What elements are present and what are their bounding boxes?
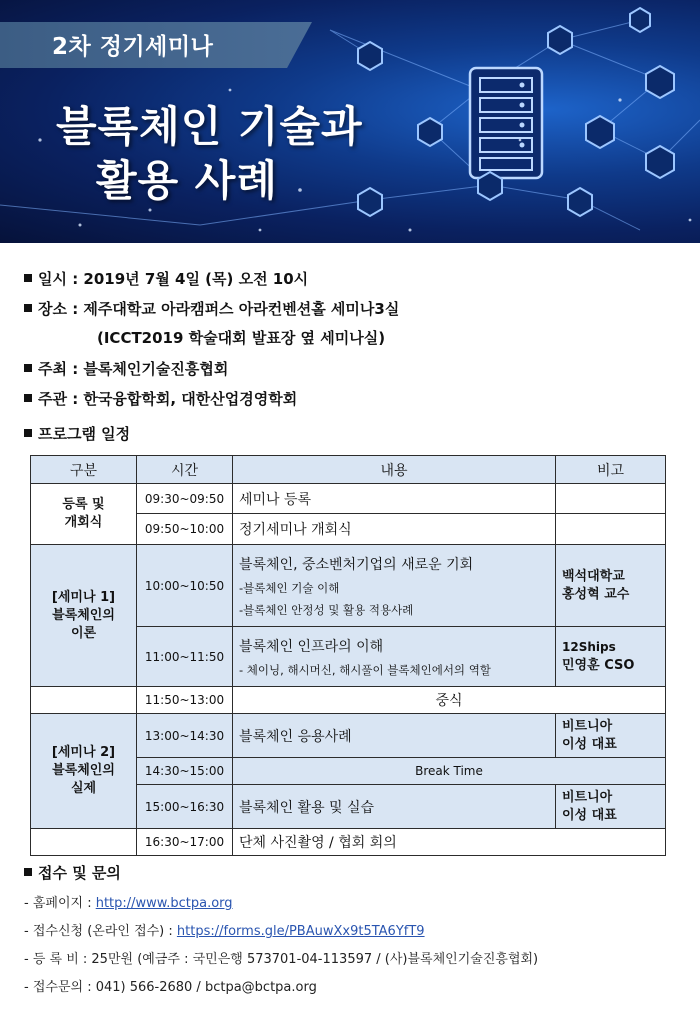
row-time: 09:50~10:00 [137,514,233,545]
bullet-square-icon [24,429,32,437]
apply-line: - 접수신청 (온라인 접수) : https://forms.gle/PBAuwXx9t5TA6YfT9 [24,924,425,939]
table-header-row [31,456,666,484]
speaker-name: 이성 대표 [562,736,617,752]
header-category: 구분 [31,456,137,484]
inquiry-line: - 접수문의 : 041) 566-2680 / bctpa@bctpa.org [24,980,317,995]
contact-title: 접수 및 문의 [24,862,121,883]
row-note [556,484,666,514]
page-title [56,100,363,208]
info-place-sub: (ICCT2019 학술대회 발표장 옆 세미나실) [97,329,386,347]
table-row [31,687,666,714]
speaker-affiliation: 12Ships [562,640,616,654]
apply-form-link[interactable]: https://forms.gle/PBAuwXx9t5TA6YfT9 [176,924,425,939]
speaker-affiliation: 백석대학교 [562,568,625,584]
row-note [556,627,666,687]
row-content-sub: - 체이닝, 해시머신, 해시풀이 블록체인에서의 역할 [239,662,491,677]
server-icon [470,68,542,178]
row-note [556,714,666,758]
program-table [30,455,666,856]
row-content-sub: -블록체인 기술 이해 [239,580,340,595]
homepage-link[interactable]: http://www.bctpa.org [95,896,233,911]
row-time: 11:50~13:00 [137,687,233,714]
row-content: 중식 [233,687,666,714]
bullet-square-icon [24,394,32,402]
bullet-square-icon [24,274,32,282]
info-place: 장소 : 제주대학교 아라캠퍼스 아라컨벤션홀 세미나3실 [24,298,399,319]
row-content: 세미나 등록 [233,484,556,514]
speaker-affiliation: 비트니아 [562,718,613,734]
row-content-main: 블록체인 인프라의 이해 [239,638,384,655]
group-seminar-1: [세미나 1] 블록체인의 이론 [31,545,137,687]
row-content-sub: -블록체인 안정성 및 활용 적용사례 [239,602,414,617]
title-line-2: 활용 사례 [96,156,278,205]
row-content [233,545,556,627]
row-note [556,514,666,545]
header-content: 내용 [233,456,556,484]
row-content: 블록체인 응용사례 [233,714,556,758]
row-note [556,545,666,627]
info-organizer: 주관 : 한국융합학회, 대한산업경영학회 [24,388,297,409]
row-content: 정기세미나 개회식 [233,514,556,545]
speaker-affiliation: 비트니아 [562,789,613,805]
row-time: 14:30~15:00 [137,758,233,785]
row-content-main: 블록체인, 중소벤처기업의 새로운 기회 [239,556,474,573]
homepage-line: - 홈페이지 : http://www.bctpa.org [24,896,233,911]
info-host: 주최 : 블록체인기술진흥협회 [24,358,228,379]
header-note: 비고 [556,456,666,484]
seminar-number: 2차 정기세미나 [52,34,214,60]
group-seminar-2: [세미나 2] 블록체인의 실제 [31,714,137,829]
row-time: 10:00~10:50 [137,545,233,627]
speaker-name: 홍성혁 교수 [562,586,630,602]
group-empty [31,829,137,856]
speaker-name: 이성 대표 [562,807,617,823]
group-opening: 등록 및 개회식 [31,484,137,545]
row-content [233,627,556,687]
table-row [31,545,666,627]
speaker-name: 민영훈 CSO [562,658,635,673]
group-empty [31,687,137,714]
row-content: 블록체인 활용 및 실습 [233,785,556,829]
row-content: 단체 사진촬영 / 협회 회의 [233,829,666,856]
row-content: Break Time [233,758,666,785]
header-time: 시간 [137,456,233,484]
row-time: 11:00~11:50 [137,627,233,687]
info-date: 일시 : 2019년 7월 4일 (목) 오전 10시 [24,268,308,289]
row-time: 13:00~14:30 [137,714,233,758]
row-note [556,785,666,829]
program-title: 프로그램 일정 [24,423,130,444]
bullet-square-icon [24,364,32,372]
table-row [31,714,666,758]
row-time: 16:30~17:00 [137,829,233,856]
header-banner [0,0,700,243]
bullet-square-icon [24,304,32,312]
table-row [31,829,666,856]
row-time: 09:30~09:50 [137,484,233,514]
table-row [31,484,666,514]
fee-line: - 등 록 비 : 25만원 (예금주 : 국민은행 573701-04-113597 / (사)블록체인기술진흥협회) [24,952,539,967]
bullet-square-icon [24,868,32,876]
title-line-1: 블록체인 기술과 [56,102,363,151]
row-time: 15:00~16:30 [137,785,233,829]
